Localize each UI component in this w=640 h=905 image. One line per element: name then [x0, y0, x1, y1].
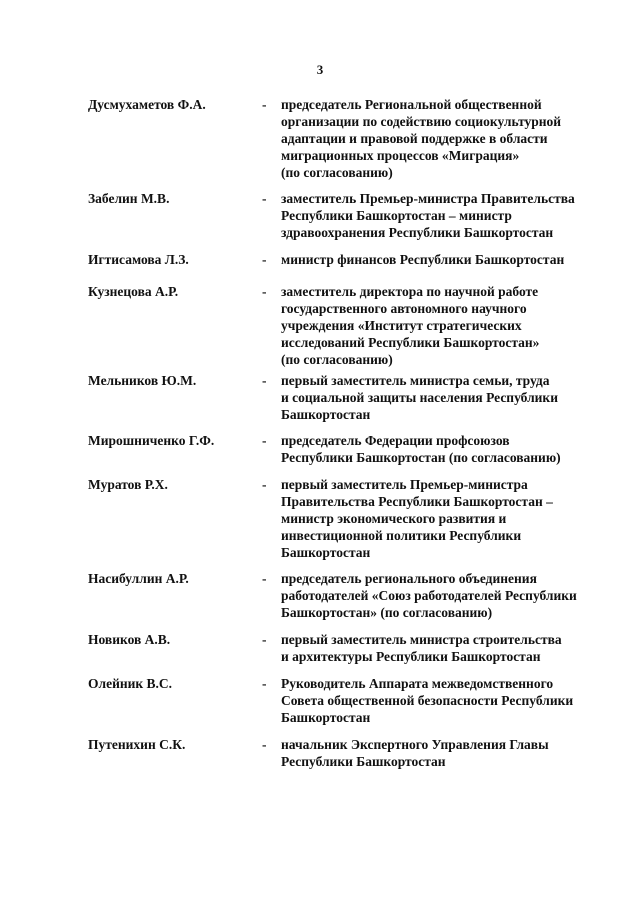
member-role — [281, 96, 601, 181]
member-role — [281, 736, 601, 770]
member-dash: - — [262, 571, 267, 586]
member-dash: - — [262, 97, 267, 112]
member-dash: - — [262, 191, 267, 206]
member-role — [281, 283, 601, 368]
page-number: 3 — [316, 62, 324, 77]
member-dash: - — [262, 676, 267, 691]
role-line: министр экономического развития и — [281, 511, 507, 526]
role-line: (по согласованию) — [281, 165, 393, 180]
member-role — [281, 570, 601, 621]
member-name: Насибуллин А.Р. — [88, 571, 189, 586]
member-name: Кузнецова А.Р. — [88, 284, 179, 299]
member-name: Мельников Ю.М. — [88, 373, 197, 388]
role-line: (по согласованию) — [281, 352, 393, 367]
role-line: и архитектуры Республики Башкортостан — [281, 649, 541, 664]
role-line: Правительства Республики Башкортостан – — [281, 494, 553, 509]
role-line: заместитель директора по научной работе — [281, 284, 539, 299]
member-role — [281, 476, 601, 561]
role-line: Совета общественной безопасности Республики — [281, 693, 574, 708]
role-line: Республики Башкортостан (по согласованию) — [281, 450, 561, 465]
role-line: начальник Экспертного Управления Главы — [281, 737, 549, 752]
member-role — [281, 190, 601, 241]
role-line: председатель Федерации профсоюзов — [281, 433, 510, 448]
role-line: Руководитель Аппарата межведомственного — [281, 676, 554, 691]
role-line: учреждения «Институт стратегических — [281, 318, 522, 333]
role-line: председатель Региональной общественной — [281, 97, 542, 112]
role-line: государственного автономного научного — [281, 301, 527, 316]
role-line: Республики Башкортостан – министр — [281, 208, 512, 223]
member-name: Мирошниченко Г.Ф. — [88, 433, 215, 448]
role-line: инвестиционной политики Республики — [281, 528, 522, 543]
member-dash: - — [262, 373, 267, 388]
role-line: Башкортостан — [281, 407, 371, 422]
role-line: здравоохранения Республики Башкортостан — [281, 225, 554, 240]
member-role — [281, 251, 601, 268]
member-role — [281, 372, 601, 423]
role-line: министр финансов Республики Башкортостан — [281, 252, 565, 267]
member-dash: - — [262, 252, 267, 267]
role-line: первый заместитель Премьер-министра — [281, 477, 528, 492]
role-line: Республики Башкортостан — [281, 754, 446, 769]
member-role — [281, 675, 601, 726]
member-name: Игтисамова Л.З. — [88, 252, 189, 267]
member-name: Дусмухаметов Ф.А. — [88, 97, 206, 112]
role-line: первый заместитель министра семьи, труда — [281, 373, 550, 388]
member-name: Муратов Р.Х. — [88, 477, 168, 492]
role-line: Башкортостан — [281, 710, 371, 725]
member-name: Олейник В.С. — [88, 676, 173, 691]
role-line: организации по содействию социокультурной — [281, 114, 562, 129]
role-line: исследований Республики Башкортостан» — [281, 335, 540, 350]
member-name: Новиков А.В. — [88, 632, 171, 647]
role-line: Башкортостан — [281, 545, 371, 560]
member-dash: - — [262, 284, 267, 299]
member-role — [281, 432, 601, 466]
member-dash: - — [262, 632, 267, 647]
member-dash: - — [262, 737, 267, 752]
member-dash: - — [262, 477, 267, 492]
member-dash: - — [262, 433, 267, 448]
role-line: миграционных процессов «Миграция» — [281, 148, 520, 163]
member-name: Путенихин С.К. — [88, 737, 186, 752]
role-line: Башкортостан» (по согласованию) — [281, 605, 493, 620]
role-line: заместитель Премьер-министра Правительства — [281, 191, 575, 206]
role-line: и социальной защиты населения Республики — [281, 390, 558, 405]
role-line: адаптации и правовой поддержке в области — [281, 131, 548, 146]
role-line: председатель регионального объединения — [281, 571, 537, 586]
role-line: работодателей «Союз работодателей Республики — [281, 588, 577, 603]
role-line: первый заместитель министра строительства — [281, 632, 562, 647]
member-role — [281, 631, 601, 665]
member-name: Забелин М.В. — [88, 191, 170, 206]
